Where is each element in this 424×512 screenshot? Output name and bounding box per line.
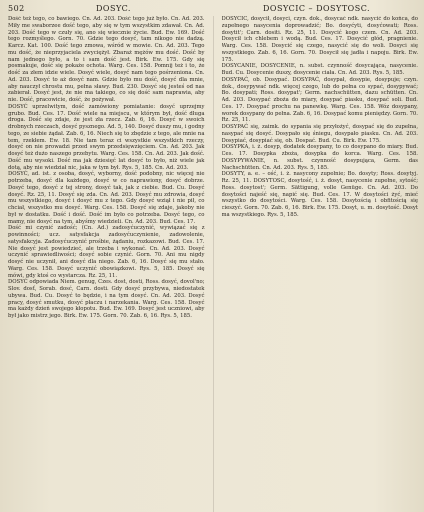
entry-paragraph: DOSYPAĆ, ob. Dosypać. DOSYPAĆ, dosypał, dosypie, dosypuje; czyn. dok., dosypywać ndk. więcej czego, lub do pełna co sypać, dosypywać; Bo. dosypati; Ross. dosypat'; Germ. nachschütten, dazu schütten. Cn. Ad. 203. Dosypać zboża do miary, dosypać piasku, dosypać soli. Bud. Ces. 17. Dosypać prochu na panewkę. Warg. Ces. 158. Wóz dosypany, worek dosypany do pełna. Zab. 6, 16. Dosypać komu pieniędzy. Gorn. 70. Rz. 25, 11. xyxy=(221,76,418,124)
entry-paragraph: DOSYCANIE, DOSYCENIE, n. subst. czynność dosycająca, nasycenie. Bud. Cu. Dosycenie duszy, dosycenie ciała. Cn. Ad. 203. Rys. 5, 185. xyxy=(221,63,418,76)
entry-paragraph: DOSYĆ, ad. ist. z osoba, dosyć, wyborny, dość podobny, nic więcej nie potrzeba, dosyć dla każdego, dosyć w co naprawiony, dosyć dobrze. Dosyć tego, dosyć z tej strony, dosyć tak, jak z ciebie. Bud. Cu. Dosyć dosyć. Rz. 25, 11. Dosyć się zda. Cn. Ad. 203. Dosyć mu zdrowia, dosyć mu wszystkiego, dosyć i dosyć mu z tego. Gdy dosyć wziął i nie pił, co chciał, wszystko mu dosyć. Warg. Ces. 158. Dosyć się zdaje, jakoby nie był w dostatku. Dość i dość. Dość im było co potrzeba. Dosyć tego, co mamy, nie dosyć na tym, abyśmy wiedzieli. Cn. Ad. 203. Bud. Ces. 17. xyxy=(8,171,205,225)
right-column xyxy=(222,16,419,512)
entry-paragraph: DOSYĆ uprzelwitym, dość zamówiony pomiatanie: dosyć uprzejmy grubo. Bud. Ces. 17. Dość wiele na miejscu, w którym był, dość długa droga. Dość się zdaje, że jest zła rzecz. Zab. 6, 16. Dosyć w swoich drobnych rzeczach, dosyć pysznego. Ad. 5, 140. Dosyć duszy mu, i godny tego, ze siebie żądał. Zab. 6, 16. Niech się to zbędzie z tego, ale mnie na tem, rzekłem. Ew. 18. Nie tam teraz ci wszystkie wszystkich rzeczy, dosyć on nie prowadzi przed swym przedsięwzięciem. Cn. Ad. 203. Jak dosyć też dużo naszego przebytu. Warg. Ces. 158. Cn. Ad. 203. Jak dość. Dość mu wysoki. Dość ma jak dziesięć lat dosyć to było, niż wiele jak dotą, aby nie wiedział nic, jaka w tym był. Rys. 5, 185. Cn. Ad. 203. xyxy=(8,103,205,171)
column-divider xyxy=(213,16,214,512)
entry-paragraph: DOSYTY, a. e. – ość, i. ż. nasycony zupełnie; Bo. dosyty; Ross. dosytyj. Rz. 25, 11. DOSYTOSC, dosytość, i. ż. dosyt, nasycenie zupełne, sytość; Ross. dosytost'; Germ. Sättigung, volle Genüge. Cn. Ad. 203. Do dosytości najeść się, napić się. Bud. Ces. 17. W dosytości żyć, mieć wszystko do dosytości. Warg. Ces. 158. Dosytością i obfitością się cieszyć. Gorn. 70. Zab. 6, 16. Birk. Ew. 175. Dosyt, u. m. dosytość. Dosyt ma wszystkiego. Rys. 5, 185. xyxy=(221,171,418,218)
entry-paragraph: DOSYCIC, dosycił, dosyci, czyn. dok., dosycać ndk. nasycić do końca, do zupełnego nasycenia doprowadzić; Bo. dosyćyti, dosyćowati; Ross. dosytit'; Carn. dositi. Rz. 25, 11. Dosycić kogo czem. Cn. Ad. 203. Dosycił ich chlebem i wodą. Bud. Ces. 17. Dosycić głód, pragnienie. Warg. Ces. 158. Dosycić się czego, nasycić się do woli. Dosyci się wszystkiego. Zab. 6, 16. Gorn. 70. Dosycił się jadła i napoju. Birk. Ew. 175. xyxy=(221,16,418,63)
left-running-head: DOSYC. xyxy=(96,4,131,13)
page-number: 502 xyxy=(8,4,25,13)
running-header xyxy=(8,4,418,16)
entry-paragraph: DOSYĆ odpowiada Niem. genug, Czes. dost, dosti, Ross. dosyć, dovol'no; Slov. dosť, Sorab. dosć, Carn. dosti. Gdy dosyć przybywa, niedostatek ubywa. Bud. Cu. Dosyć to będzie, i na tym dosyć. Cn. Ad. 203. Dosyć pracy, dosyć smutku, dosyć płaczu i narzekania. Warg. Ces. 158. Dosyć ma każdy dzień swojego kłopotu. Bud. Ew. 169. Dosyć jest uczniowi, aby był jako mistrz jego. Birk. Ew. 175. Gorn. 70. Zab. 6, 16. Rys. 5, 185. xyxy=(8,279,205,319)
entry-paragraph: DOSYPKA, i. ż. dosyp, dodatek dosypany, to co dosypano do miary. Bud. Ces. 17. Dosypka zboża, dosypka do korca. Warg. Ces. 158. DOSYPYWANIE, n. subst. czynność dosypująca, Germ. das Nachschütten. Cn. Ad. 203. Rys. 5, 185. xyxy=(221,144,418,171)
entry-paragraph: DOSYPAĆ się, zaimk. do sypania się przyłożyć, dosypać się do zupełna, nasypać się dosyć. Dosypało się śniegu, dosypało piasku. Cn. Ad. 203. Dosypiać, dosypiać się, ob. Dospać. Bud. Cu. Birk. Ew. 175. xyxy=(221,124,418,144)
entry-paragraph: Dość mi czynić zadość; (Cn. Ad.) zadosyćuczynić, wywiązać się z powinności; ucz. satysfakcja zadosyćuczynienie, zadowolenie, satysfakcyja. Zadosyćuczynić prośbie, żądaniu, rozkazowi. Bud. Ces. 17. Nie dosyć jest powiedzieć, ale trzeba i wykonać. Cn. Ad. 203. Dosyć uczynić sprawiedliwości; dosyć sobie czynić. Gorn. 70. Ani mu nigdy dosyć nie uczynił, ani dosyć dla niego. Zab. 6, 16. Dosyć się mu stało. Warg. Ces. 158. Dosyć uczynić obowiązkowi. Rys. 5, 185. Dosyć się mówi, gdy ktoś co wystarcza. Rz. 25, 11. xyxy=(8,225,205,279)
left-column xyxy=(8,16,205,512)
entry-paragraph: Dość też tego, co bawiego. Cn. Ad. 203. Dość tego już było. Cn. Ad. 203. Miły me swaborzee dość tego, aby się w tym wszystkim zdawał. Cn. Ad. 203. Dość tego w czuły się, ano się wiecznie życie. Bud. Ew. 169. Dość tego rozmyślego. Gorn. 70. Gdzie tego dosyć, tam nikogo nie dadzą. Karcz. Kat. 100. Dość tego zmowa, wśród w mowie. Cn. Ad. 203. Tego mu dość, że nieprzyjaciela zwyciężył. Zbaraż mężów mu dość. Dość by nam jednego było, a to i sam dość jest. Birk. Ew. 175. Gdy się posmakuje, dość się pokaże ochota. Warg. Ces. 158. Pomnij też i to, że dość za złem idzie wiele. Dosyć wiele, dosyć nam tego pośrzeniona. Cn. Ad. 203. Dosyć to aż dosyć nam. Gdzie było mu dość, dosyć dla mnie, aby nauczył chrostu mu, pełna sławy. Bud. 230. Dosyć się jesteś od nas zabierał. Dosyć jest, że nie ma takiego, co się dość sam naprawia, aby nie. Dość, pracowicie, dość, że pożywał. xyxy=(8,16,205,103)
two-column-body xyxy=(8,16,418,512)
right-running-head: DOSYCIC – DOSYTOSC. xyxy=(263,4,371,13)
